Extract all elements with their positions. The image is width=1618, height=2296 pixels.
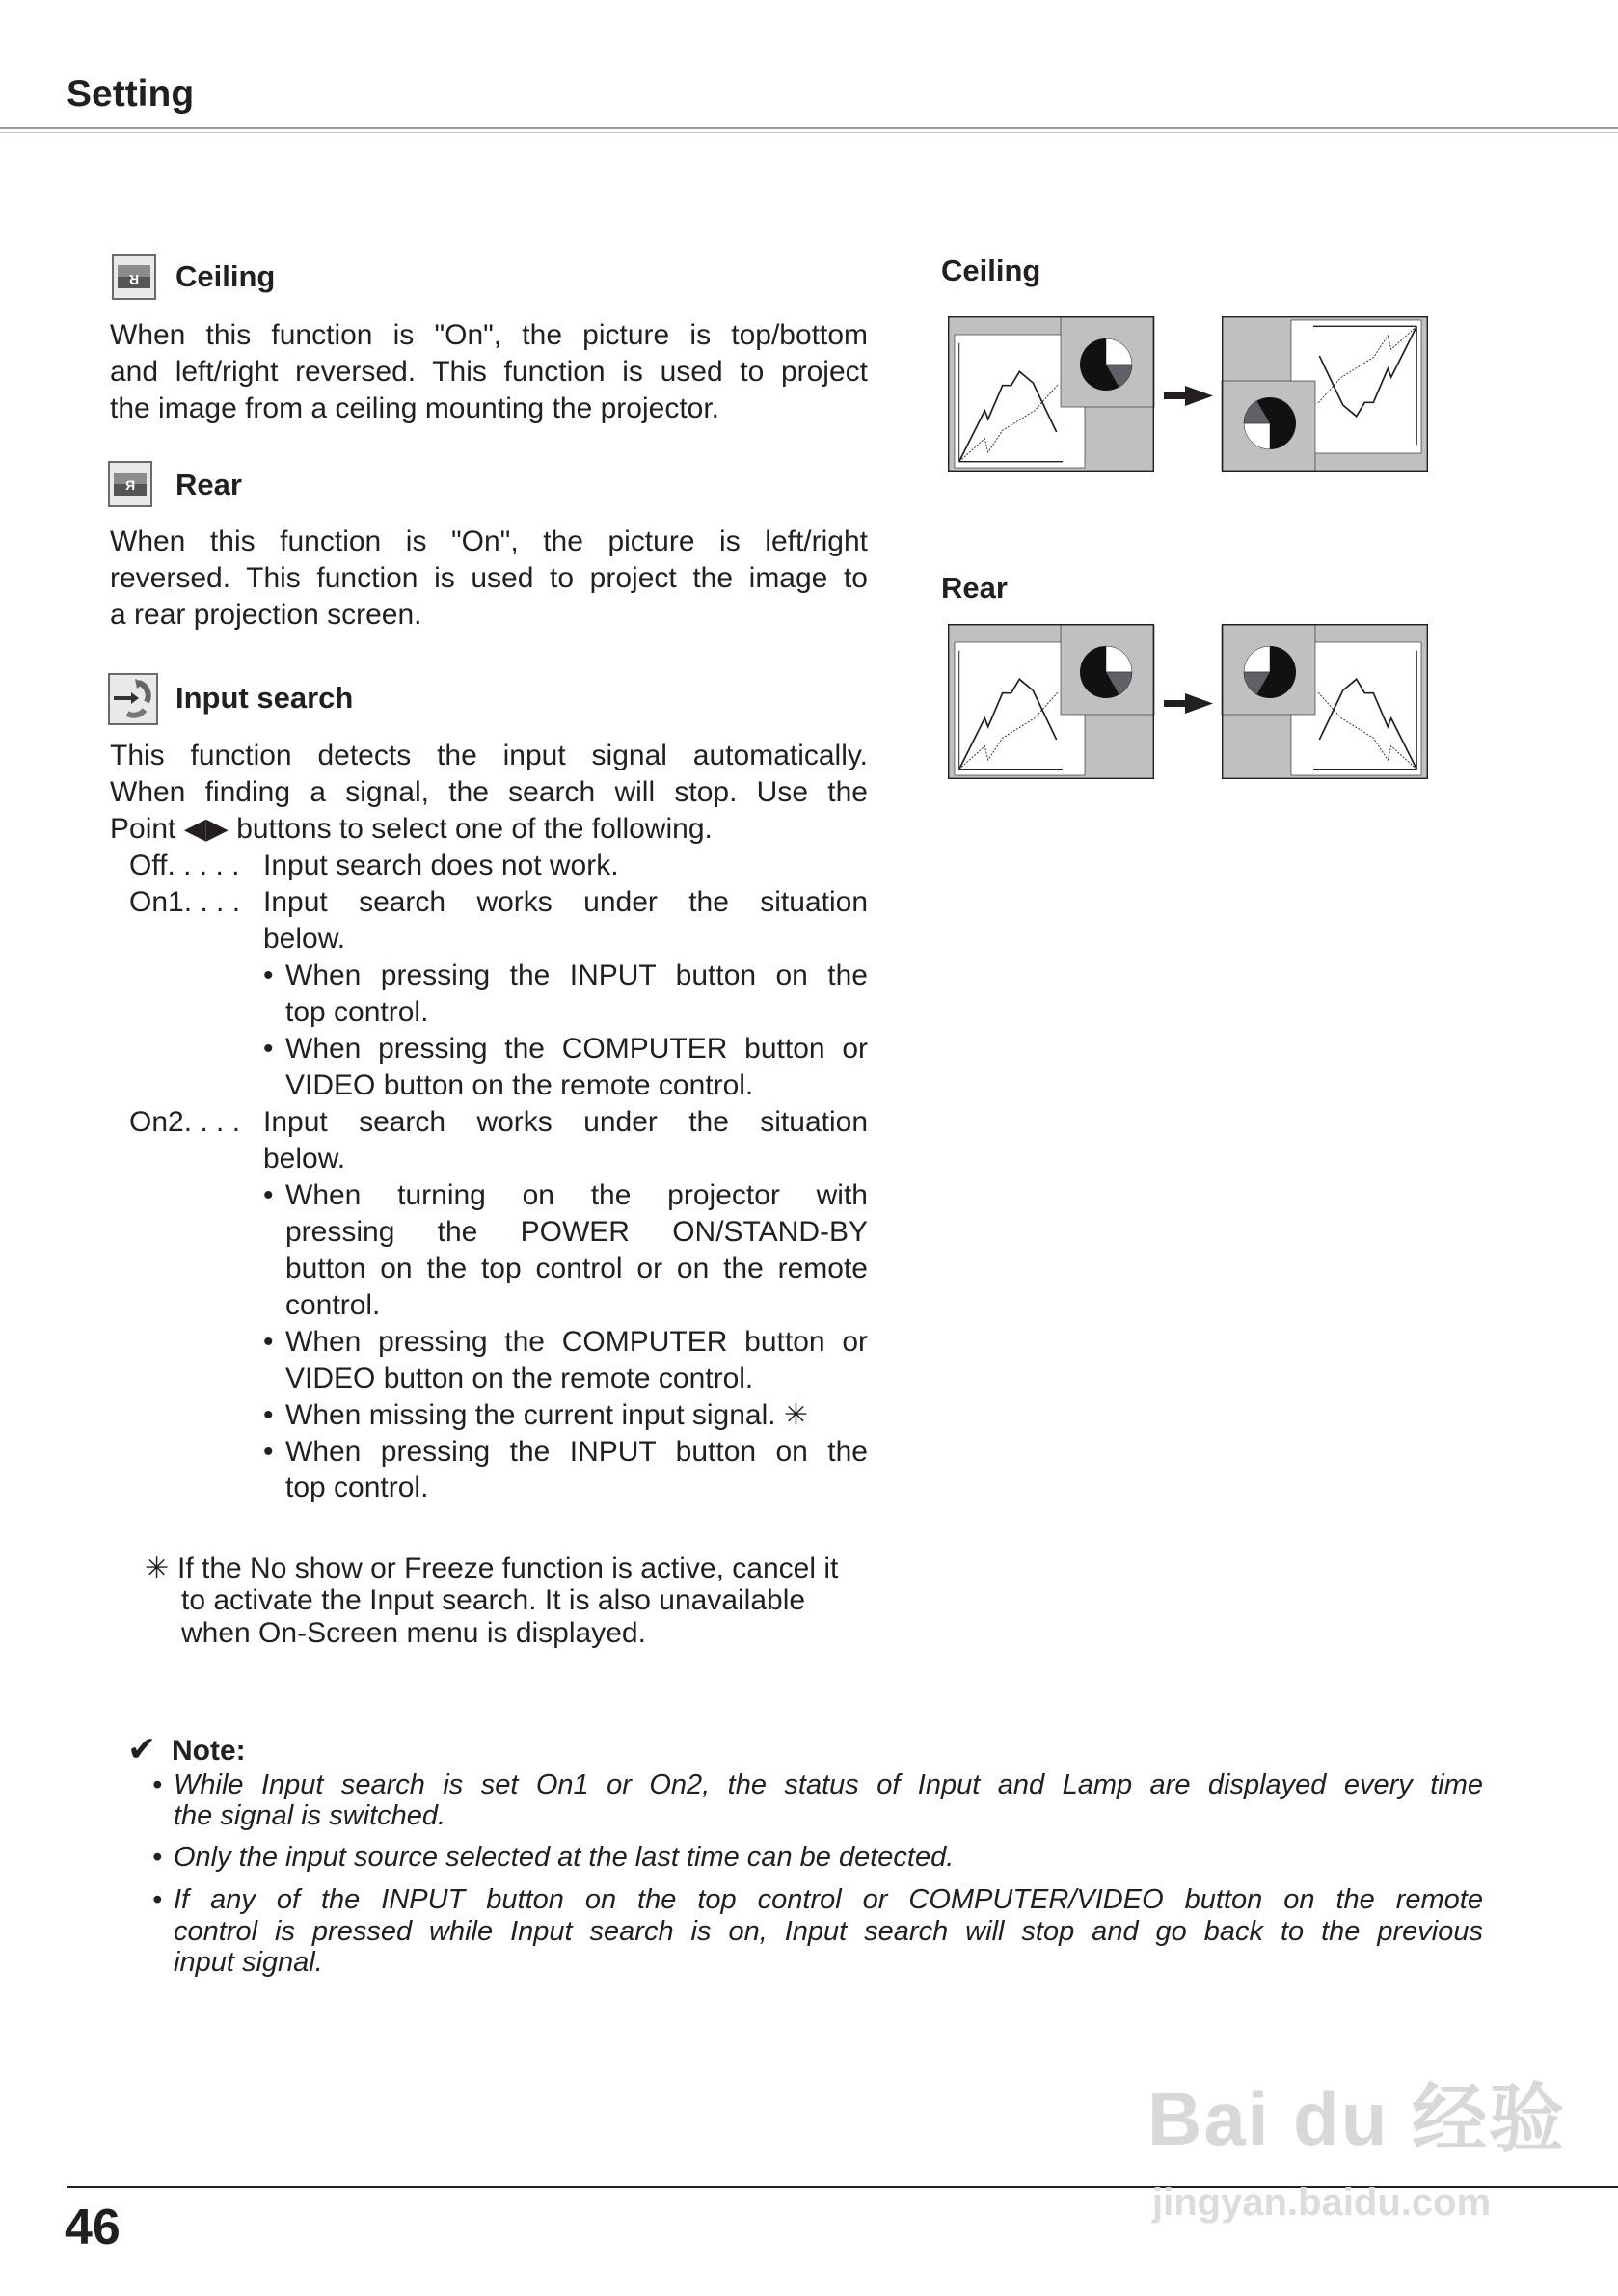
watermark-url: jingyan.baidu.com [1152, 2181, 1492, 2224]
footnote-line: when On-Screen menu is displayed. [181, 1617, 646, 1649]
bullet-icon: • [263, 1399, 274, 1431]
input-search-intro-line: When finding a signal, the search will stop. Use the [110, 776, 868, 808]
footnote-line: to activate the Input search. It is also unavailable [181, 1584, 806, 1616]
svg-text:R: R [124, 477, 136, 493]
original-screen [948, 316, 1154, 472]
rear-figure-label: Rear [941, 571, 1008, 605]
option-on2-desc: below. [263, 1143, 346, 1175]
rear-reversed-screen [1222, 624, 1428, 779]
header-rule [0, 127, 1618, 129]
option-on1-key: On1. . . . [129, 886, 241, 918]
bullet-text: control. [285, 1289, 381, 1321]
rear-icon [108, 461, 152, 507]
ceiling-text-line: When this function is "On", the picture is top/bottom [110, 319, 868, 351]
bullet-icon: • [263, 1179, 274, 1211]
bullet-icon: • [152, 1842, 163, 1873]
page-title: Setting [67, 73, 195, 115]
bullet-icon: • [152, 1769, 163, 1800]
option-off-key: Off. . . . . [129, 850, 240, 881]
note-line: the signal is switched. [174, 1800, 446, 1831]
bullet-text: button on the top control or on the remote [285, 1253, 868, 1284]
header-rule-thin [0, 132, 1618, 133]
bullet-icon: • [263, 1326, 274, 1358]
arrow-icon [1164, 693, 1213, 714]
option-on2-key: On2. . . . [129, 1106, 241, 1138]
page-number: 46 [65, 2200, 121, 2255]
option-on2-desc: Input search works under the situation [263, 1106, 868, 1138]
option-on1-desc: Input search works under the situation [263, 886, 868, 918]
bullet-text: top control. [285, 996, 429, 1028]
check-icon: ✔ [127, 1729, 157, 1769]
footnote-line: If the No show or Freeze function is active, cancel it [177, 1553, 839, 1584]
rear-text-line: reversed. This function is used to project the image to [110, 562, 868, 594]
ceiling-reversed-screen [1222, 316, 1428, 472]
input-search-intro-line: This function detects the input signal automatically. [110, 740, 868, 771]
bullet-text: pressing the POWER ON/STAND-BY [285, 1216, 868, 1248]
option-on1-desc: below. [263, 923, 346, 955]
bullet-icon: • [263, 1436, 274, 1468]
note-heading: Note: [172, 1735, 246, 1767]
svg-text:R: R [128, 272, 140, 287]
rear-text-line: When this function is "On", the picture is left/right [110, 526, 868, 557]
ceiling-diagram [948, 316, 1430, 473]
ceiling-text-line: the image from a ceiling mounting the projector. [110, 392, 720, 424]
bullet-text: VIDEO button on the remote control. [285, 1069, 754, 1101]
input-search-icon [108, 673, 158, 725]
input-search-intro-line: Point ◀▶ buttons to select one of the following. [110, 813, 713, 845]
bullet-text: When pressing the INPUT button on the [285, 1436, 868, 1468]
bullet-text: top control. [285, 1472, 429, 1503]
bullet-text: VIDEO button on the remote control. [285, 1363, 754, 1394]
bullet-text: When turning on the projector with [285, 1179, 868, 1211]
rear-diagram [948, 624, 1430, 781]
input-search-heading: Input search [175, 681, 354, 715]
ceiling-text-line: and left/right reversed. This function is used to project [110, 356, 868, 388]
note-line: input signal. [174, 1947, 323, 1978]
ceiling-icon [112, 254, 156, 300]
rear-text-line: a rear projection screen. [110, 599, 422, 631]
note-line: If any of the INPUT button on the top control or COMPUTER/VIDEO button on the remote [174, 1884, 1483, 1915]
bullet-text: When pressing the COMPUTER button or [285, 1033, 868, 1065]
rear-heading: Rear [175, 468, 242, 501]
note-line: While Input search is set On1 or On2, the status of Input and Lamp are displayed every time [174, 1769, 1483, 1800]
bullet-text: When pressing the INPUT button on the [285, 959, 868, 991]
bullet-icon: • [263, 959, 274, 991]
note-line: Only the input source selected at the last time can be detected. [174, 1842, 955, 1873]
option-off-desc: Input search does not work. [263, 850, 619, 881]
bullet-text: When missing the current input signal. ✳ [285, 1399, 809, 1431]
ceiling-heading: Ceiling [175, 259, 276, 293]
ceiling-figure-label: Ceiling [941, 254, 1041, 287]
bullet-text: When pressing the COMPUTER button or [285, 1326, 868, 1358]
watermark-logo: Bai du 经验 [1147, 2076, 1567, 2161]
note-line: control is pressed while Input search is on, Input search will stop and go back to the previous [174, 1916, 1483, 1947]
footnote-mark: ✳ [145, 1553, 170, 1584]
bullet-icon: • [263, 1033, 274, 1065]
bullet-icon: • [152, 1884, 163, 1915]
arrow-icon [1164, 386, 1213, 406]
original-screen [948, 624, 1154, 779]
